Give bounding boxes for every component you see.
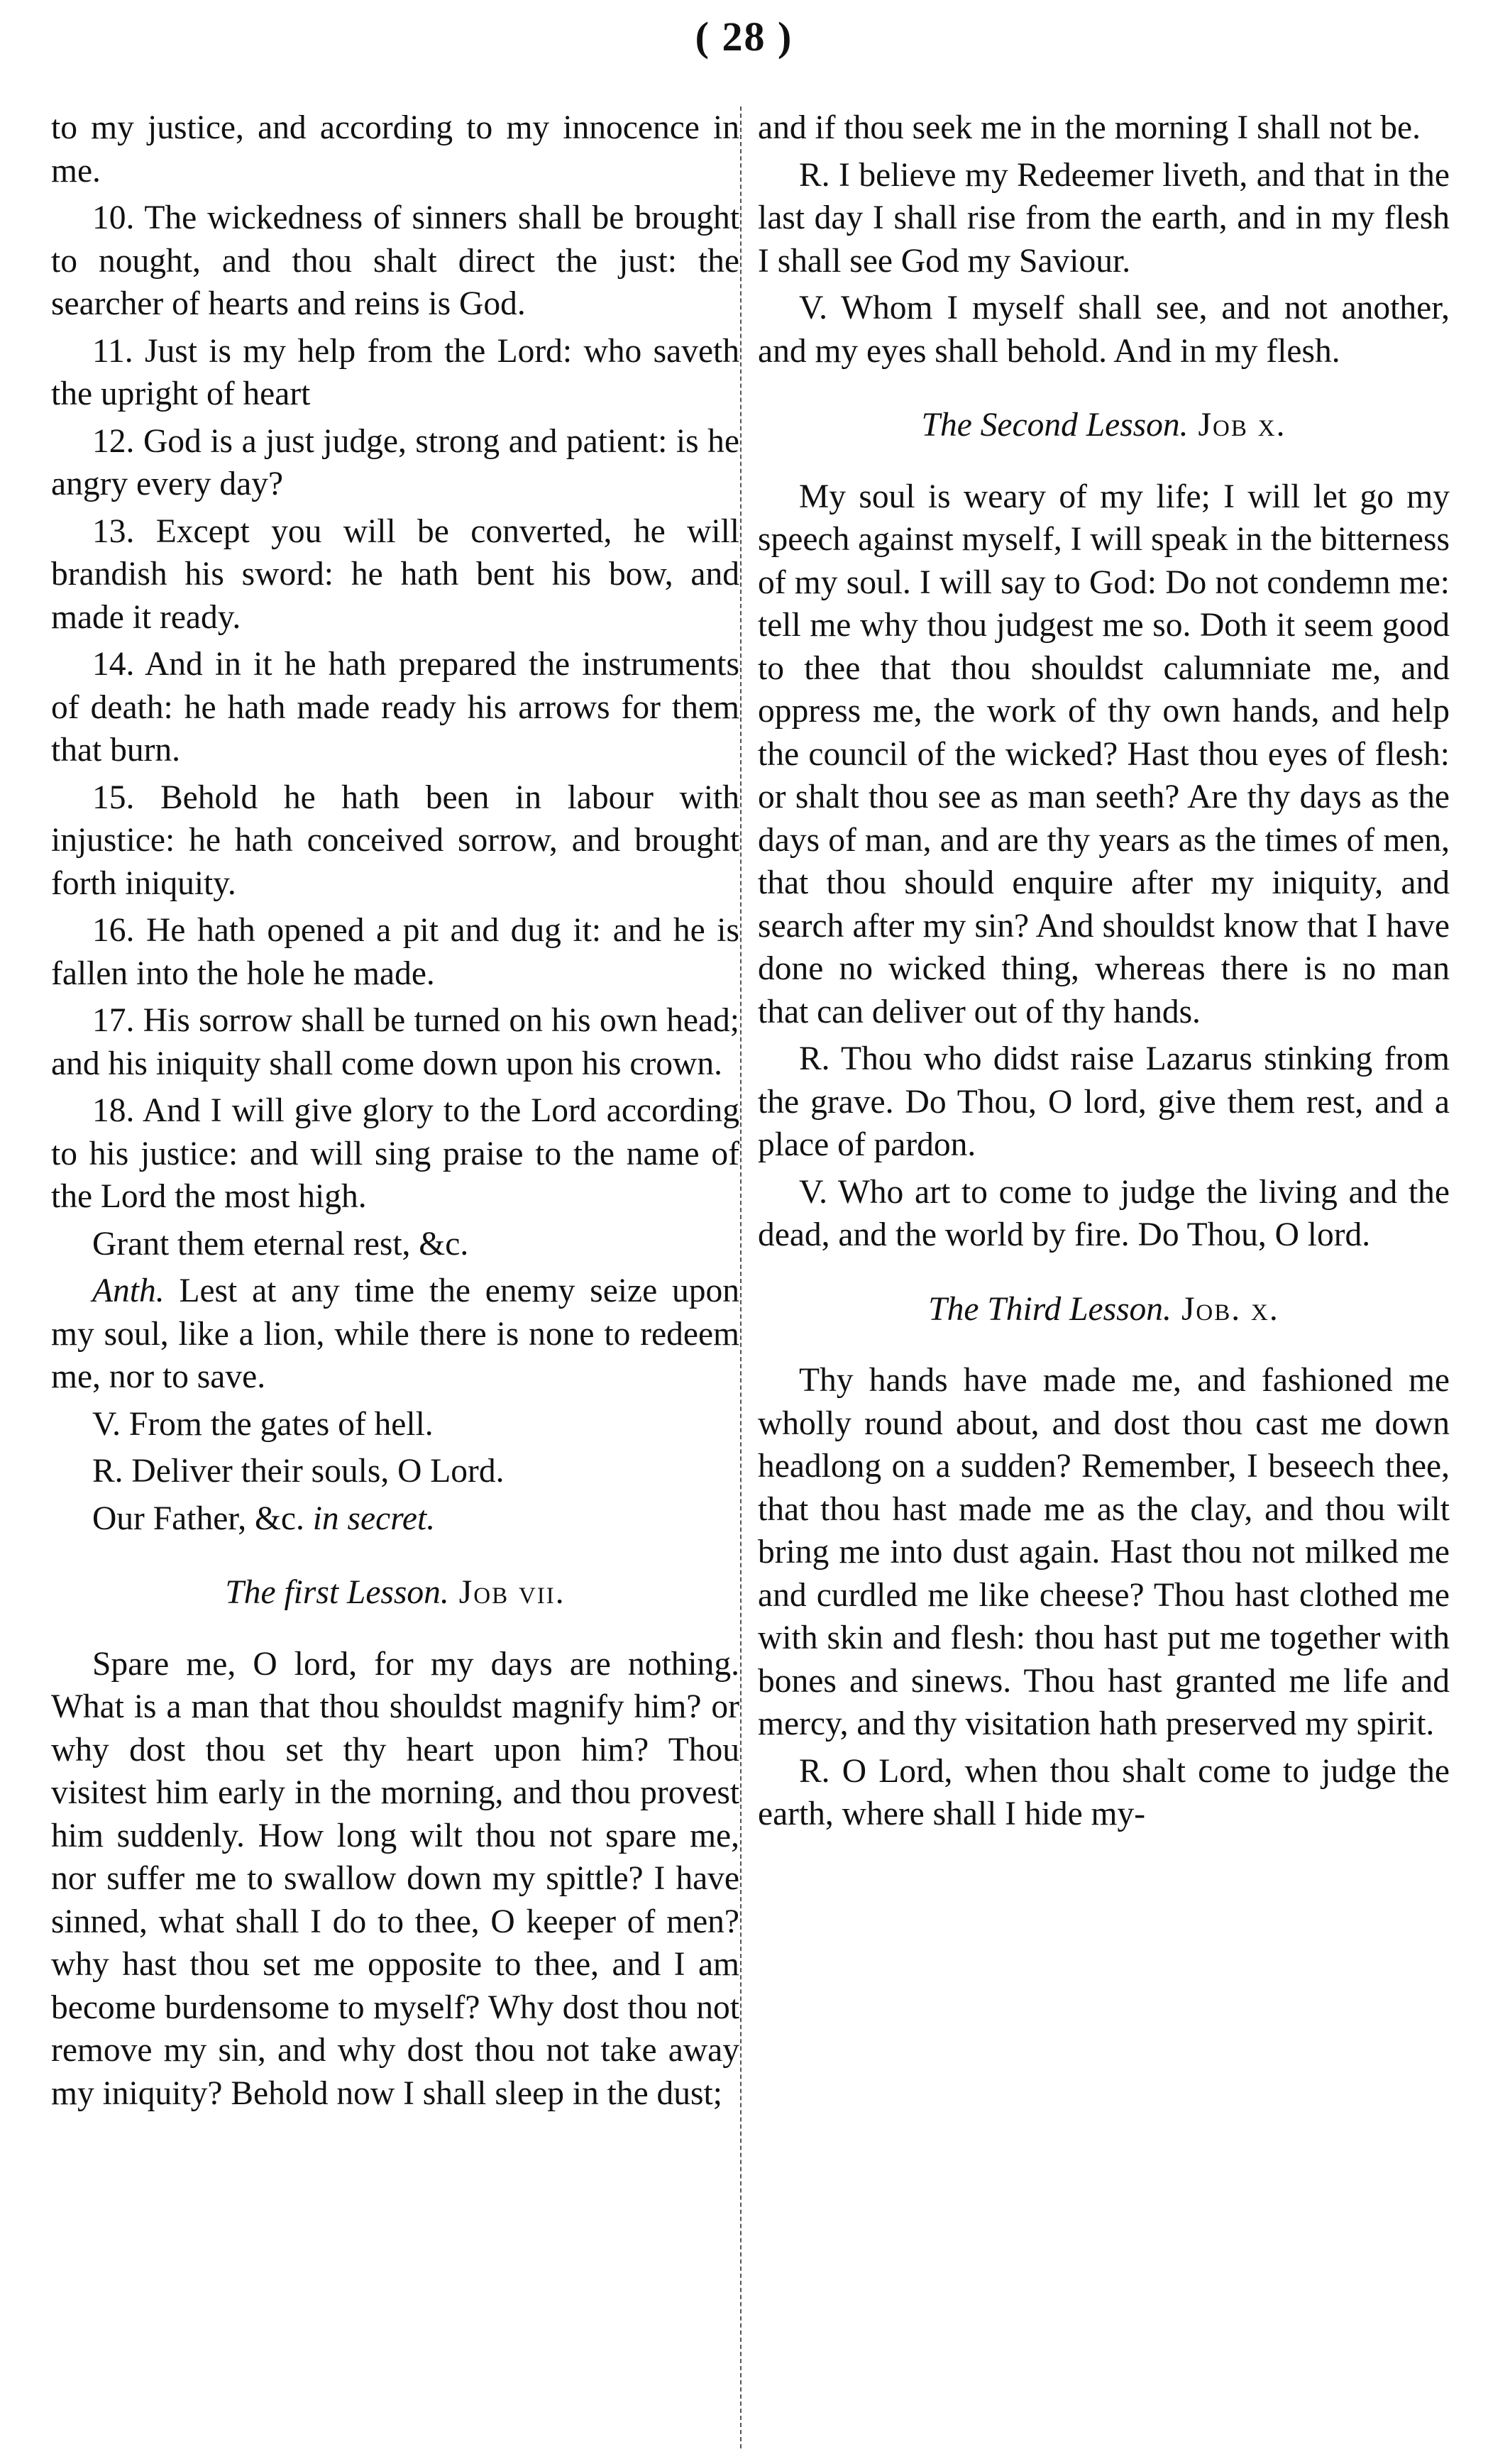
versicle: V. From the gates of hell. (92, 1405, 434, 1443)
doxology-line: Grant them eternal rest, &c. (92, 1225, 469, 1263)
psalm-verse: 14. And in it he hath prepared the instruments of death: he hath made ready his arrows for them that burn. (51, 646, 739, 769)
second-lesson-ref: Job x. (1198, 407, 1286, 444)
psalm-verse: 18. And I will give glory to the Lord according to his justice: and will sing praise to the name of the Lord the most high. (51, 1092, 739, 1215)
third-lesson-ref: Job. x. (1181, 1290, 1279, 1328)
third-lesson-title: The Third Lesson. (928, 1290, 1172, 1328)
psalm-verse: 10. The wickedness of sinners shall be brought to nought, and thou shalt direct the just: the searcher of hearts and reins is God. (51, 199, 739, 322)
response: R. I believe my Redeemer liveth, and that in the last day I shall rise from the earth, and in my flesh I shall see God my Saviour. (758, 156, 1450, 280)
versicle: V. Whom I myself shall see, and not another, and my eyes shall behold. And in my flesh. (758, 290, 1450, 370)
response: R. Thou who didst raise Lazarus stinking from the grave. Do Thou, O lord, give them rest, and a place of pardon. (758, 1040, 1450, 1163)
psalm-verse: 12. God is a just judge, strong and patient: is he angry every day? (51, 422, 739, 502)
our-father-line (51, 1497, 739, 1541)
first-lesson-title: The first Lesson. (225, 1574, 449, 1611)
psalm-verse: 17. His sorrow shall be turned on his own head; and his iniquity shall come down upon his crown. (51, 1002, 739, 1082)
antiphon-text: Lest at any time the enemy seize upon my soul, like a lion, while there is none to redeem me, nor to save. (51, 1272, 739, 1395)
psalm-verse: 13. Except you will be converted, he will brandish his sword: he hath bent his bow, and made it ready. (51, 512, 739, 636)
in-secret-note: in secret. (312, 1500, 436, 1537)
second-lesson-text: My soul is weary of my life; I will let go my speech against myself, I will speak in the bitterness of my soul. I will say to God: Do not condemn me: tell me why thou judgest me so. Doth it seem good to thee that thou shouldst calumniate me, and oppress me, the work of thy own hands, and help the council of the wicked? Hast thou eyes of flesh: or shalt thou see as man seeth? Are thy days as the days of man, and are thy years as the times of men, that thou should enquire after my iniquity, and search after my sin? And shouldst know that I have done no wicked thing, whereas there is no man that can deliver out of thy hands. (758, 478, 1450, 1030)
psalm-verse: to my justice, and according to my innocence in me. (51, 109, 739, 189)
third-lesson-text: Thy hands have made me, and fashioned me wholly round about, and dost thou cast me down headlong on a sudden? Remember, I beseech thee, that thou hast made me as the clay, and thou wilt bring me into dust again. Hast thou not milked me and curdled me like cheese? Thou hast clothed me with skin and flesh: thou hast put me together with bones and sinews. Thou hast granted me life and mercy, and thy visitation hath preserved my spirit. (758, 1362, 1450, 1742)
response: R. O Lord, when thou shalt come to judge the earth, where shall I hide my- (758, 1752, 1450, 1832)
psalm-verse: 11. Just is my help from the Lord: who saveth the upright of heart (51, 332, 739, 412)
our-father-text: Our Father, &c. (92, 1500, 313, 1537)
antiphon (51, 1270, 739, 1399)
right-column (758, 106, 1450, 1840)
psalm-verse: 15. Behold he hath been in labour with injustice: he hath conceived sorrow, and brought forth iniquity. (51, 779, 739, 902)
page-number: ( 28 ) (695, 13, 793, 60)
third-lesson-heading (758, 1288, 1450, 1331)
left-column (51, 106, 739, 2119)
response: R. Deliver their souls, O Lord. (92, 1453, 505, 1490)
first-lesson-heading (51, 1571, 739, 1615)
psalm-verse: 16. He hath opened a pit and dug it: and he is fallen into the hole he made. (51, 912, 739, 992)
first-lesson-text: Spare me, O lord, for my days are nothing. What is a man that thou shouldst magnify him? or why dost thou set thy heart upon him? Thou visitest him early in the morning, and thou provest him suddenly. How long wilt thou not spare me, nor suffer me to swallow down my spittle? I have sinned, what shall I do to thee, O keeper of men? why hast thou set me opposite to thee, and I am become burdensome to myself? Why dost thou not remove my sin, and why dost thou not take away my iniquity? Behold now I shall sleep in the dust; (51, 1645, 739, 2112)
lesson-continuation: and if thou seek me in the morning I shall not be. (758, 109, 1421, 146)
versicle: V. Who art to come to judge the living and the dead, and the world by fire. Do Thou, O lord. (758, 1173, 1450, 1253)
second-lesson-title: The Second Lesson. (921, 407, 1189, 444)
column-divider (740, 106, 742, 2448)
antiphon-label: Anth. (92, 1272, 165, 1309)
first-lesson-ref: Job vii. (458, 1574, 566, 1611)
second-lesson-heading (758, 404, 1450, 447)
